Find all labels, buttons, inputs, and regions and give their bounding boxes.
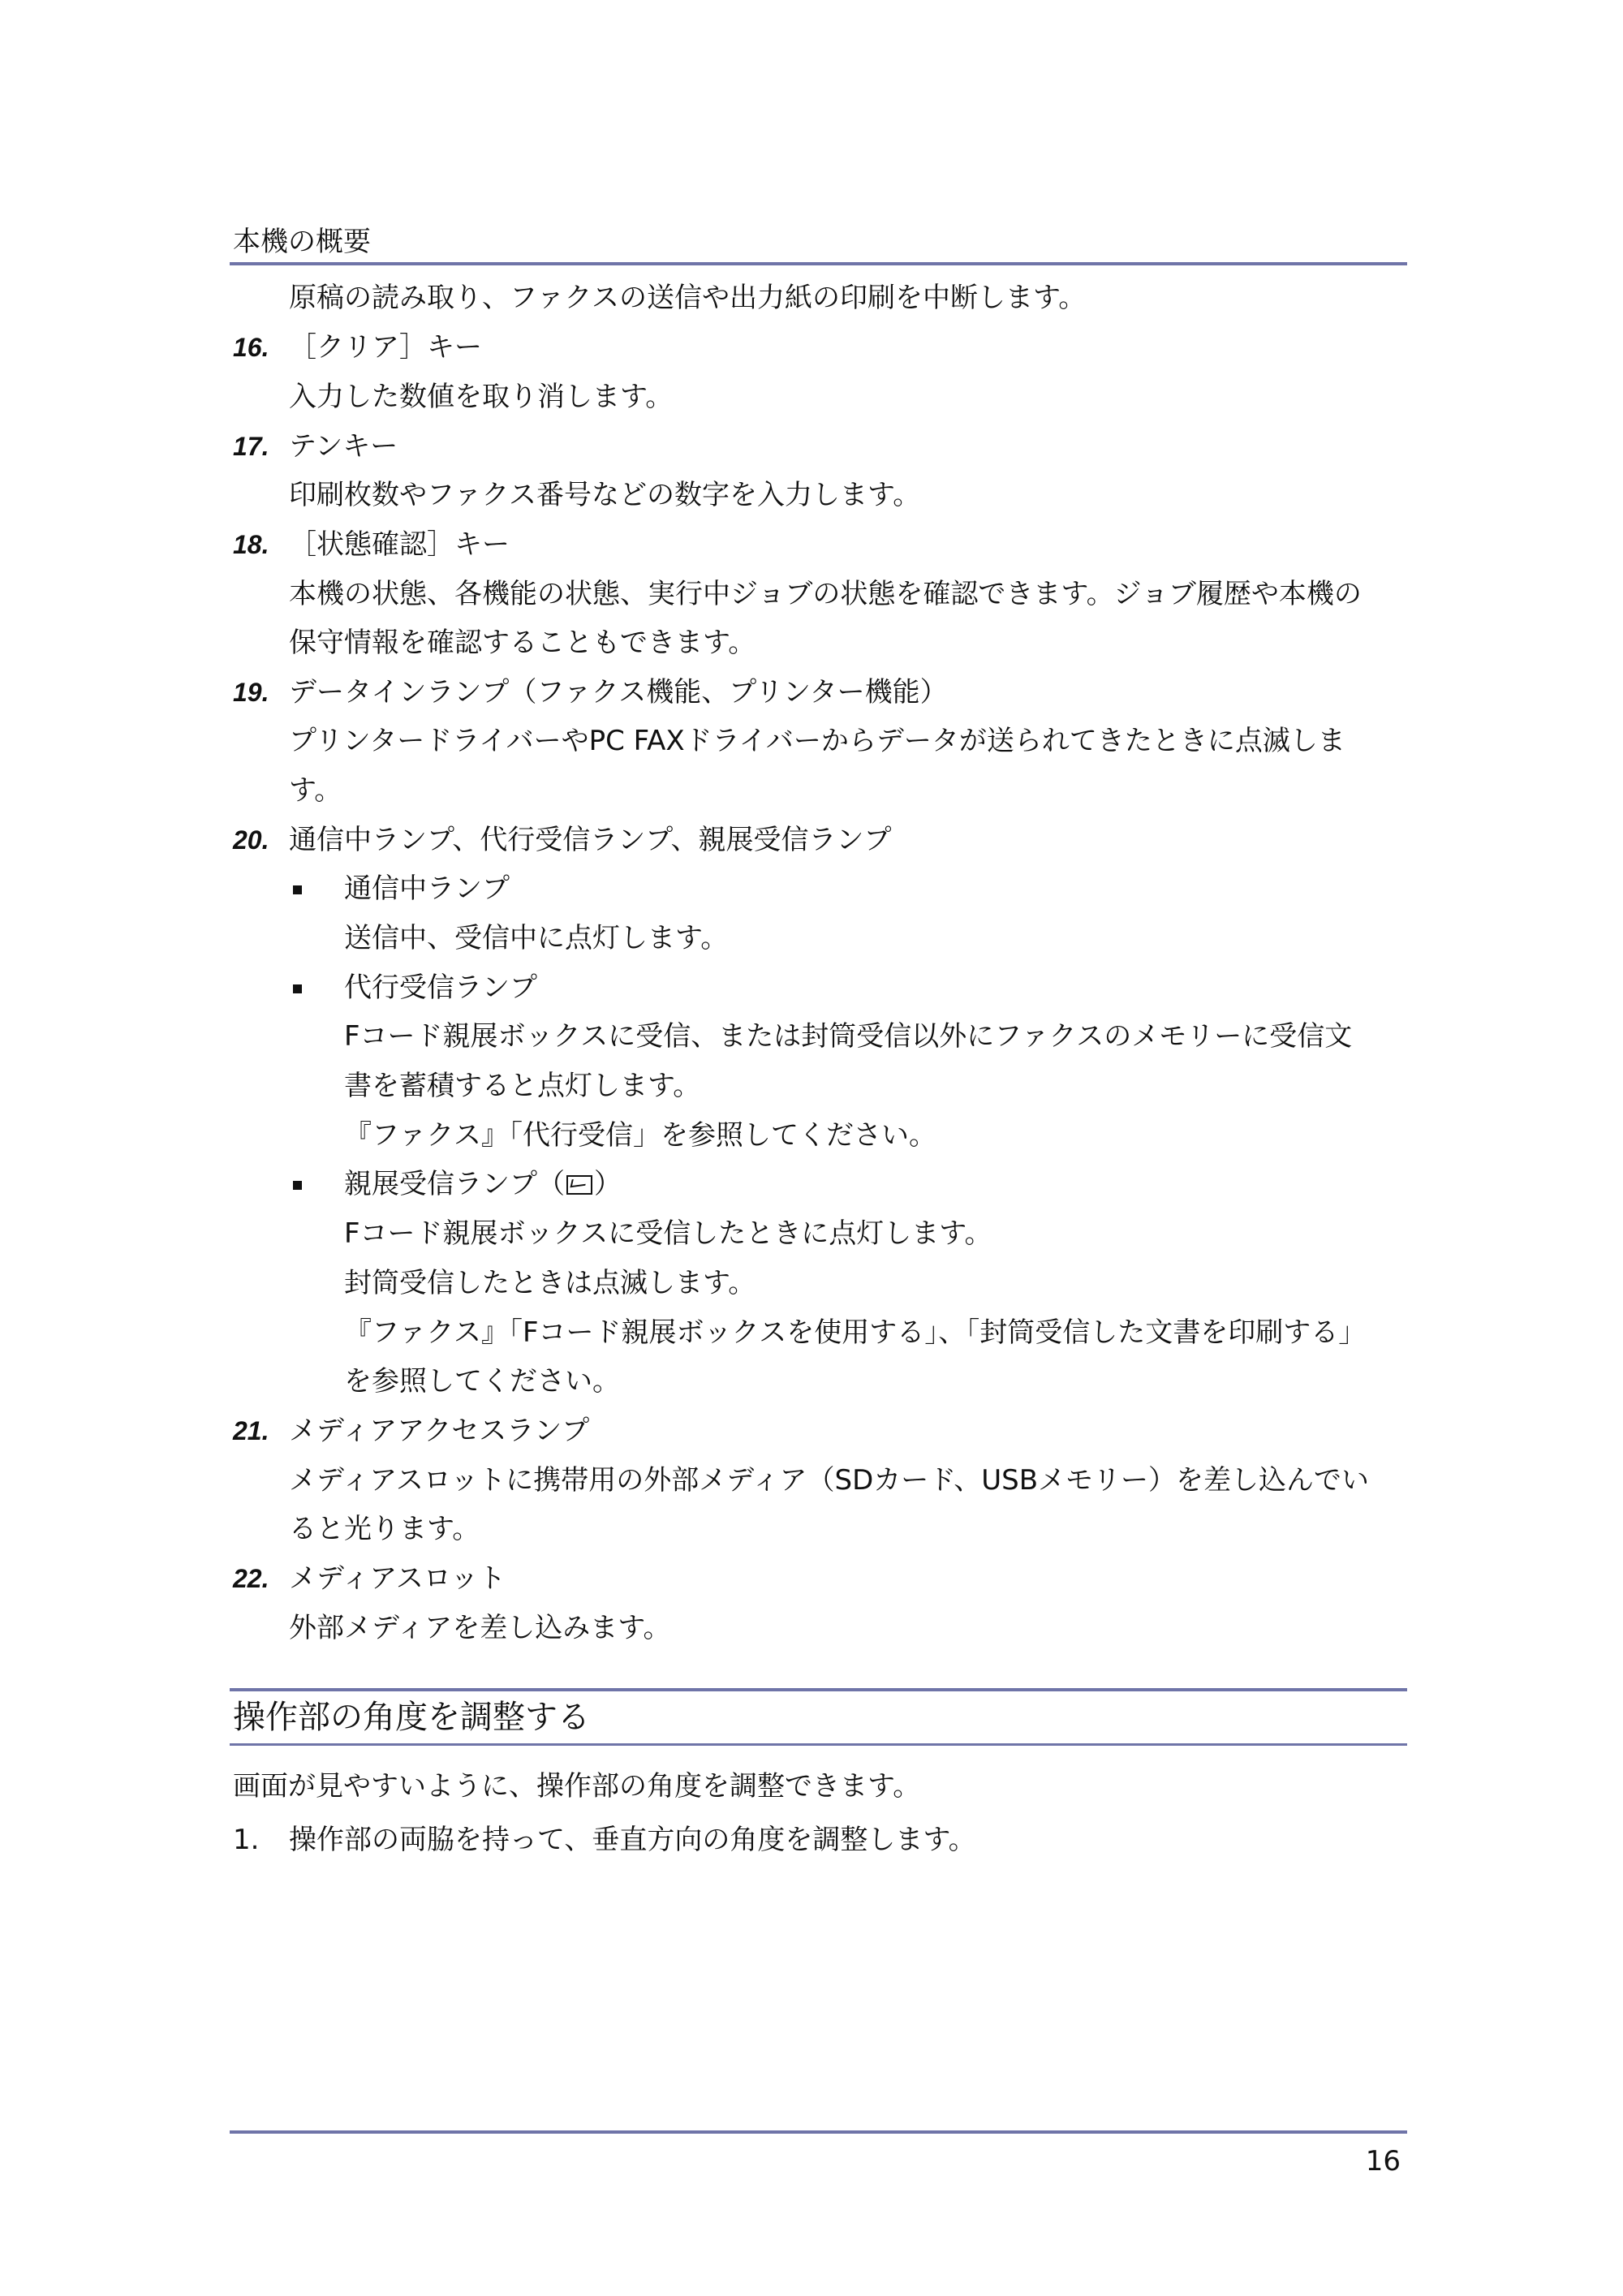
section-intro: 画面が見やすいように、操作部の角度を調整できます。	[233, 1770, 921, 1803]
item-description: 印刷枚数やファクス番号などの数字を入力します。	[289, 479, 921, 511]
item-description: ると光ります。	[289, 1513, 480, 1545]
item-15-description: 原稿の読み取り、ファクスの送信や出力紙の印刷を中断します。	[289, 282, 1087, 314]
item-description: 外部メディアを差し込みます。	[289, 1612, 671, 1644]
item-number: 18.	[233, 530, 269, 559]
footer-rule	[230, 2130, 1407, 2134]
section-rule-bottom	[230, 1743, 1407, 1746]
envelope-icon	[566, 1175, 592, 1195]
section-title: 操作部の角度を調整する	[233, 1699, 590, 1736]
item-number: 17.	[233, 432, 269, 461]
bullet-icon	[293, 984, 302, 993]
sub-item-description: を参照してください。	[344, 1365, 620, 1398]
item-heading: テンキー	[289, 430, 398, 463]
bullet-icon	[293, 1181, 302, 1190]
item-number: 16.	[233, 333, 269, 362]
item-description: 保守情報を確認することもできます。	[289, 627, 756, 659]
sub-item-heading: 代行受信ランプ	[344, 971, 537, 1004]
item-heading: データインランプ（ファクス機能、プリンター機能）	[289, 676, 948, 709]
item-description: メディアスロットに携帯用の外部メディア（SDカード、USBメモリー）を差し込んでい	[289, 1464, 1370, 1497]
step-number: 1.	[233, 1824, 260, 1856]
item-number: 19.	[233, 678, 269, 707]
sub-item-description: Fコード親展ボックスに受信したときに点灯します。	[344, 1217, 992, 1250]
sub-item-heading: 親展受信ランプ（ ）	[344, 1168, 622, 1200]
item-heading: メディアアクセスランプ	[289, 1415, 590, 1447]
item-number: 22.	[233, 1564, 269, 1593]
header-rule	[230, 262, 1407, 265]
sub-item-heading: 通信中ランプ	[344, 872, 510, 905]
bullet-icon	[293, 885, 302, 894]
item-heading: ［状態確認］キー	[289, 528, 510, 561]
item-heading: ［クリア］キー	[289, 331, 482, 364]
running-header: 本機の概要	[233, 226, 371, 258]
item-description: 本機の状態、各機能の状態、実行中ジョブの状態を確認できます。ジョブ履歴や本機の	[289, 578, 1362, 610]
sub-item-description: Fコード親展ボックスに受信、または封筒受信以外にファクスのメモリーに受信文	[344, 1020, 1353, 1053]
sub-item-description: 送信中、受信中に点灯します。	[344, 922, 729, 954]
item-description: プリンタードライバーやPC FAXドライバーからデータが送られてきたときに点滅しま	[289, 725, 1345, 757]
page-number: 16	[1365, 2145, 1401, 2178]
section-rule-top	[230, 1688, 1407, 1691]
reference-link[interactable]: 『ファクス』「Fコード親展ボックスを使用する」、「封筒受信した文書を印刷する」	[344, 1316, 1367, 1349]
reference-link[interactable]: 『ファクス』「代行受信」を参照してください。	[344, 1119, 936, 1152]
item-number: 20.	[233, 825, 269, 855]
step-text: 操作部の両脇を持って、垂直方向の角度を調整します。	[289, 1824, 976, 1856]
item-heading: 通信中ランプ、代行受信ランプ、親展受信ランプ	[289, 824, 892, 856]
sub-item-description: 封筒受信したときは点滅します。	[344, 1267, 756, 1299]
item-number: 21.	[233, 1416, 269, 1445]
item-description: す。	[289, 774, 342, 807]
item-description: 入力した数値を取り消します。	[289, 381, 674, 413]
item-heading: メディアスロット	[289, 1562, 506, 1595]
sub-item-description: 書を蓄積すると点灯します。	[344, 1070, 701, 1102]
